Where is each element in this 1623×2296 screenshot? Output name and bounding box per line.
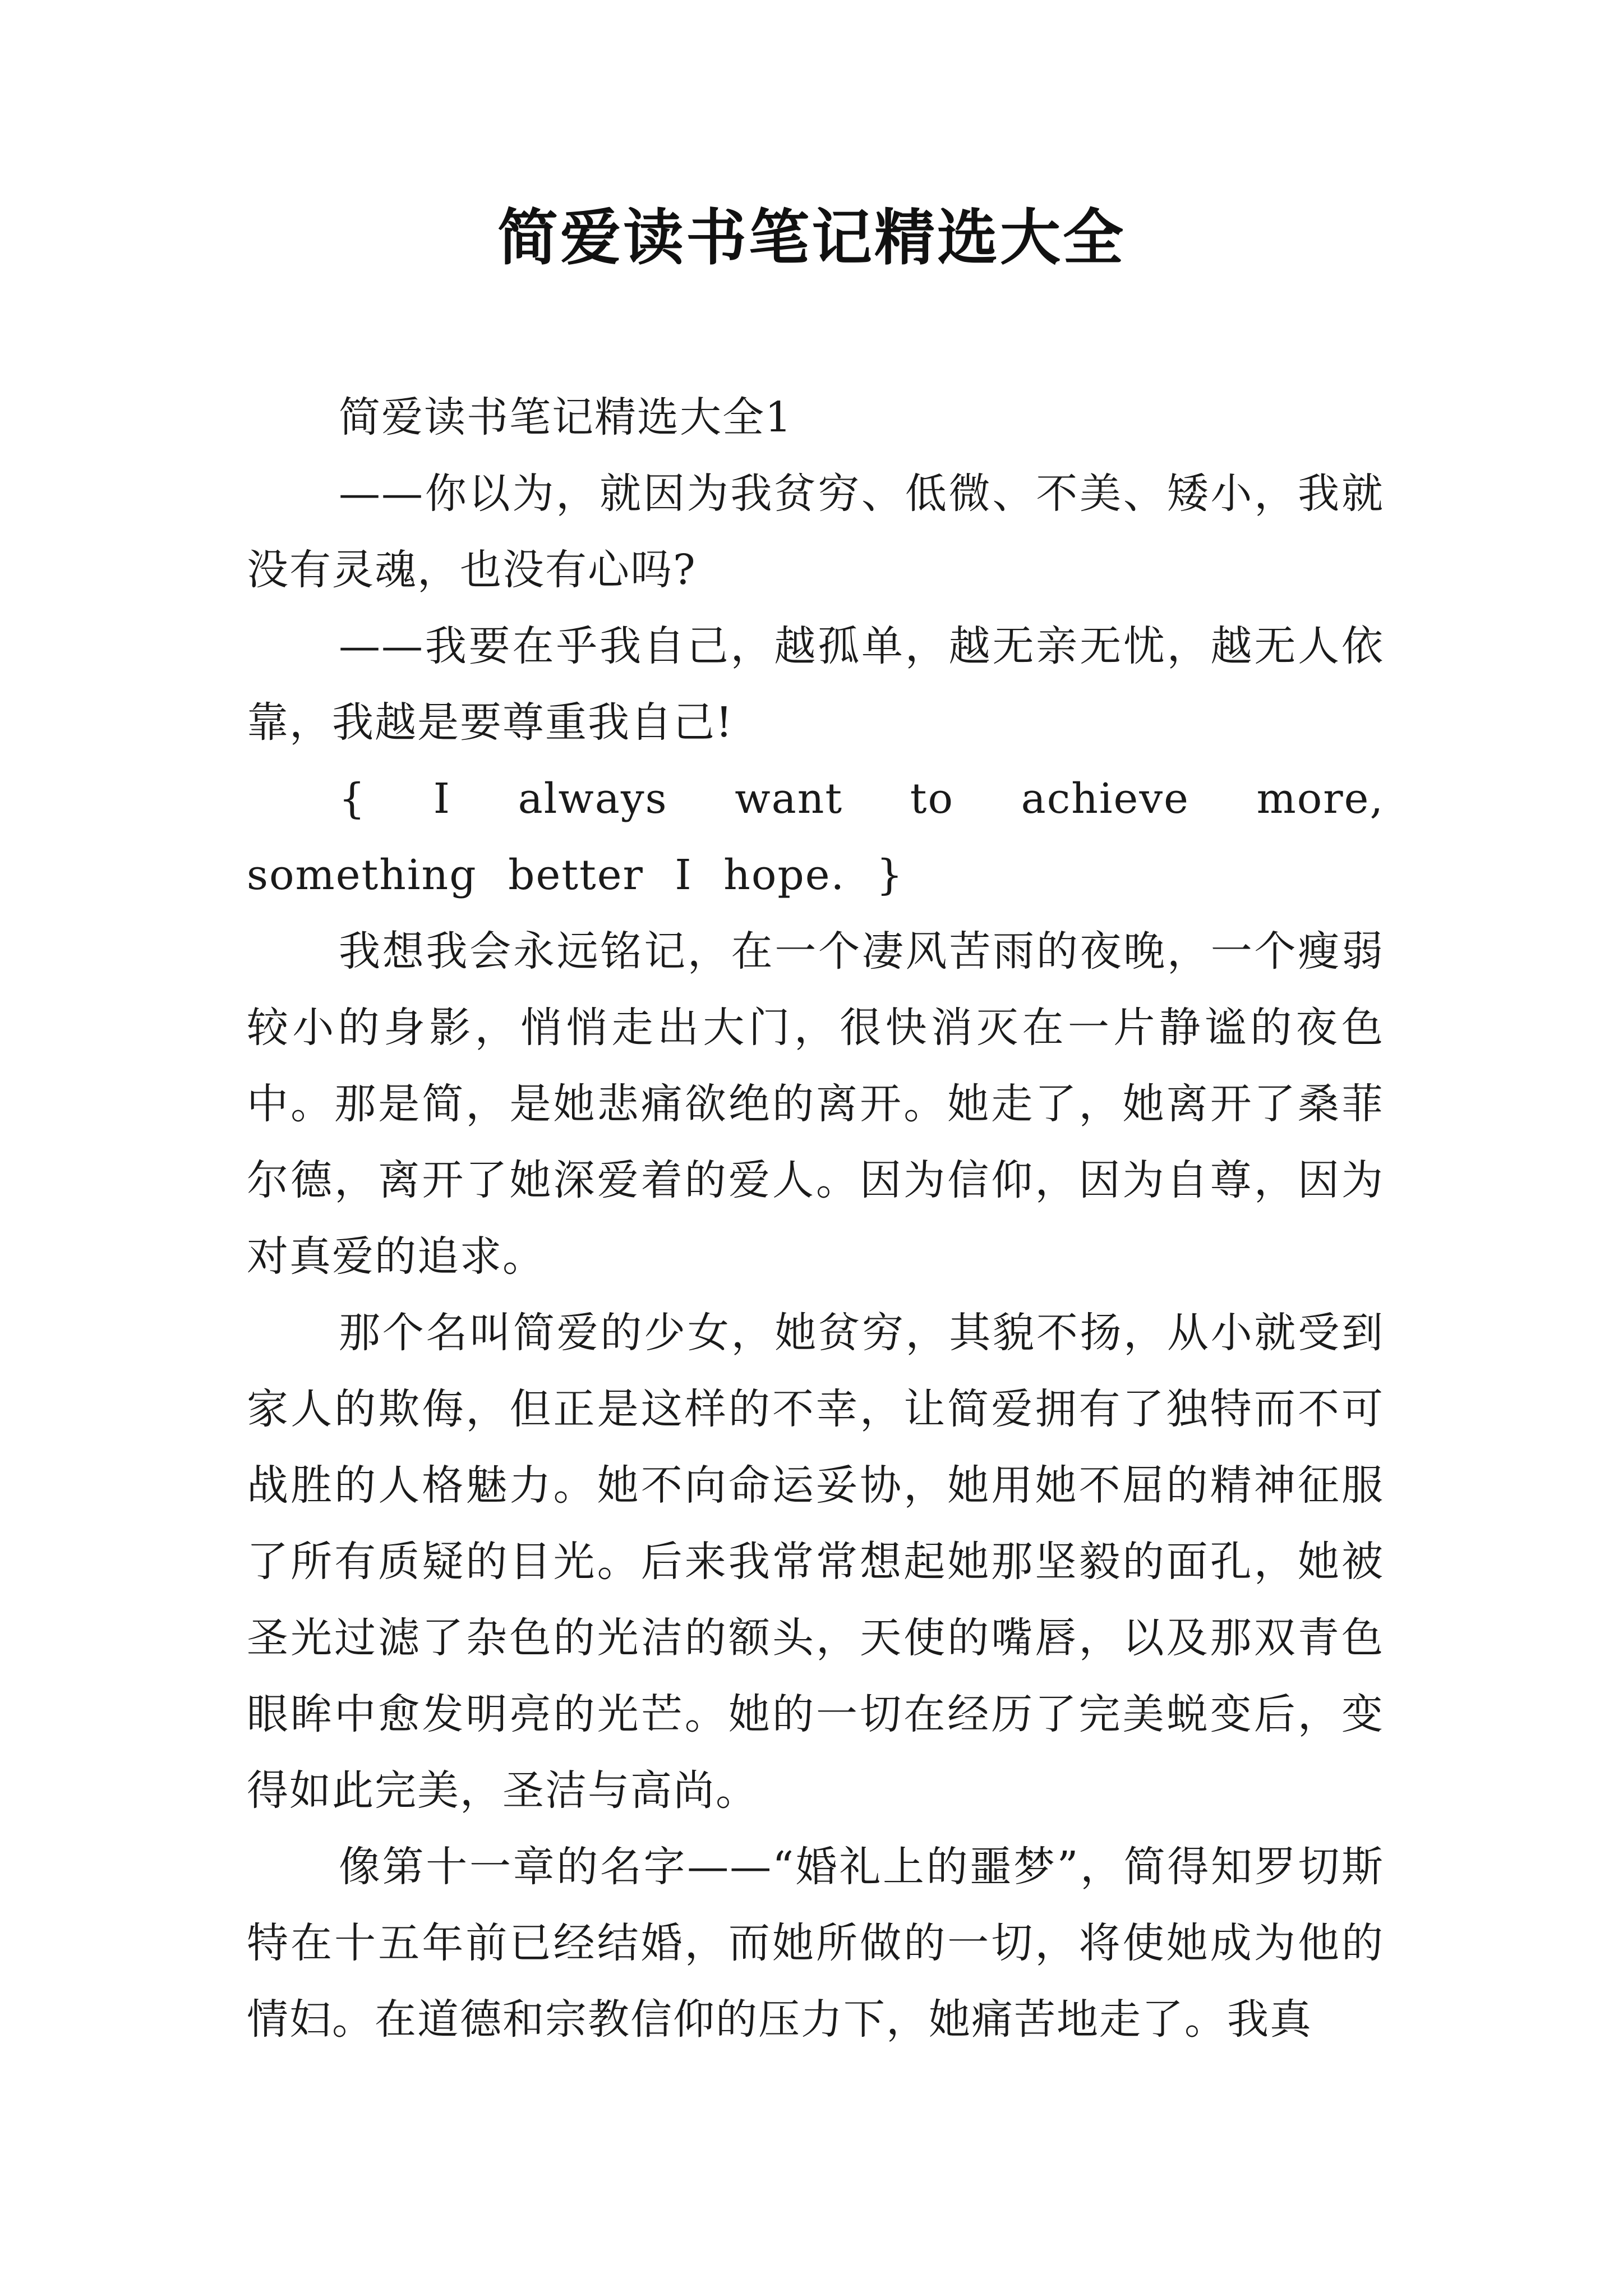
english-quote-paragraph: { I always want to achieve more, something better I hope. } <box>247 775 1384 899</box>
document-body <box>247 379 1384 2058</box>
quote-paragraph: ——你以为，就因为我贫穷、低微、不美、矮小，我就没有灵魂，也没有心吗? <box>247 470 1384 594</box>
body-paragraph: 那个名叫简爱的少女，她贫穷，其貌不扬，从小就受到家人的欺侮，但正是这样的不幸，让简爱拥有了独特而不可战胜的人格魅力。她不向命运妥协，她用她不屈的精神征服了所有质疑的目光。后来我常常想起她那坚毅的面孔，她被圣光过滤了杂色的光洁的额头，天使的嘴唇，以及那双青色眼眸中愈发明亮的光芒。她的一切在经历了完美蜕变后，变得如此完美，圣洁与高尚。 <box>247 1309 1384 1815</box>
quote-paragraph: ——我要在乎我自己，越孤单，越无亲无忧，越无人依靠，我越是要尊重我自己! <box>247 622 1384 747</box>
body-paragraph: 我想我会永远铭记，在一个凄风苦雨的夜晚，一个瘦弱较小的身影，悄悄走出大门，很快消灭在一片静谧的夜色中。那是简，是她悲痛欲绝的离开。她走了，她离开了桑菲尔德，离开了她深爱着的爱人。因为信仰，因为自尊，因为对真爱的追求。 <box>247 927 1384 1281</box>
body-paragraph: 像第十一章的名字——“婚礼上的噩梦”，简得知罗切斯特在十五年前已经结婚，而她所做的一切，将使她成为他的情妇。在道德和宗教信仰的压力下，她痛苦地走了。我真 <box>247 1843 1384 2044</box>
document-title: 简爱读书笔记精选大全 <box>497 203 1126 273</box>
section-heading: 简爱读书笔记精选大全1 <box>339 393 793 441</box>
